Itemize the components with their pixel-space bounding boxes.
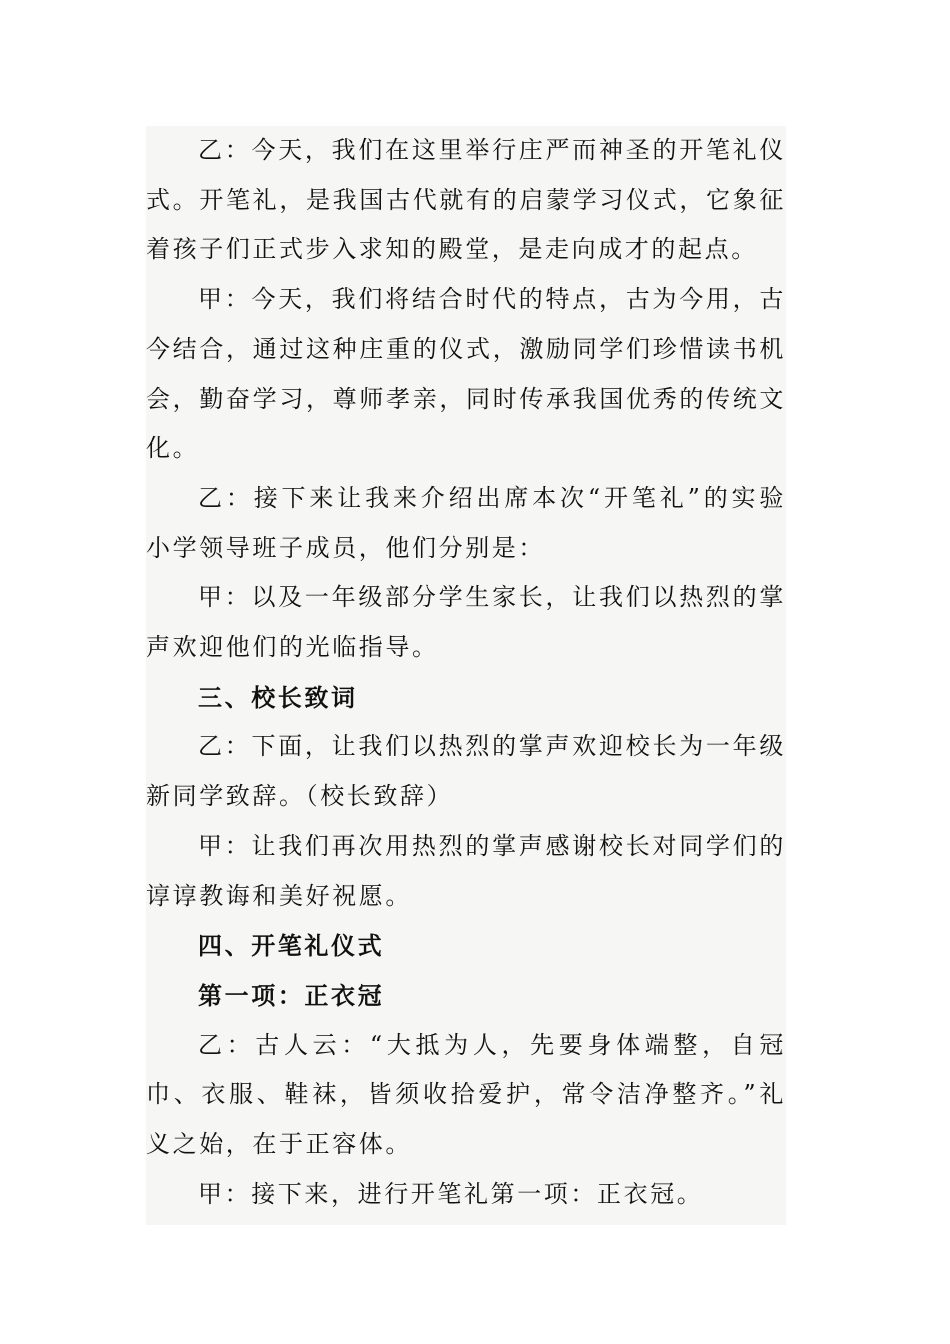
paragraph-jia-purpose: 甲：今天，我们将结合时代的特点，古为今用，古今结合，通过这种庄重的仪式，激励同学们珍惜读书机会，勤奋学习，尊师孝亲，同时传承我国优秀的传统文化。 xyxy=(146,285,786,463)
paragraph-jia-welcome-parents: 甲：以及一年级部分学生家长，让我们以热烈的掌声欢迎他们的光临指导。 xyxy=(146,583,786,662)
paragraph-yi-introduce-leaders: 乙：接下来让我来介绍出席本次“开笔礼”的实验小学领导班子成员，他们分别是： xyxy=(146,483,786,562)
paragraph-yi-principal-invite: 乙：下面，让我们以热烈的掌声欢迎校长为一年级新同学致辞。（校长致辞） xyxy=(146,732,786,811)
paragraph-jia-first-item: 甲：接下来，进行开笔礼第一项：正衣冠。 xyxy=(198,1179,704,1208)
section-heading-principal-speech: 三、校长致词 xyxy=(198,682,358,712)
paragraph-yi-opening: 乙：今天，我们在这里举行庄严而神圣的开笔礼仪式。开笔礼，是我国古代就有的启蒙学习仪式，它象征着孩子们正式步入求知的殿堂，是走向成才的起点。 xyxy=(146,136,786,264)
document-body xyxy=(146,126,786,1225)
paragraph-yi-ancient-saying: 乙：古人云：“大抵为人，先要身体端整，自冠巾、衣服、鞋袜，皆须收拾爱护，常令洁净整齐。”礼义之始，在于正容体。 xyxy=(146,1030,786,1159)
section-heading-ceremony: 四、开笔礼仪式 xyxy=(198,931,385,961)
subsection-heading-first-item: 第一项：正衣冠 xyxy=(198,980,385,1010)
paragraph-jia-thanks-principal: 甲：让我们再次用热烈的掌声感谢校长对同学们的谆谆教诲和美好祝愿。 xyxy=(146,831,786,910)
